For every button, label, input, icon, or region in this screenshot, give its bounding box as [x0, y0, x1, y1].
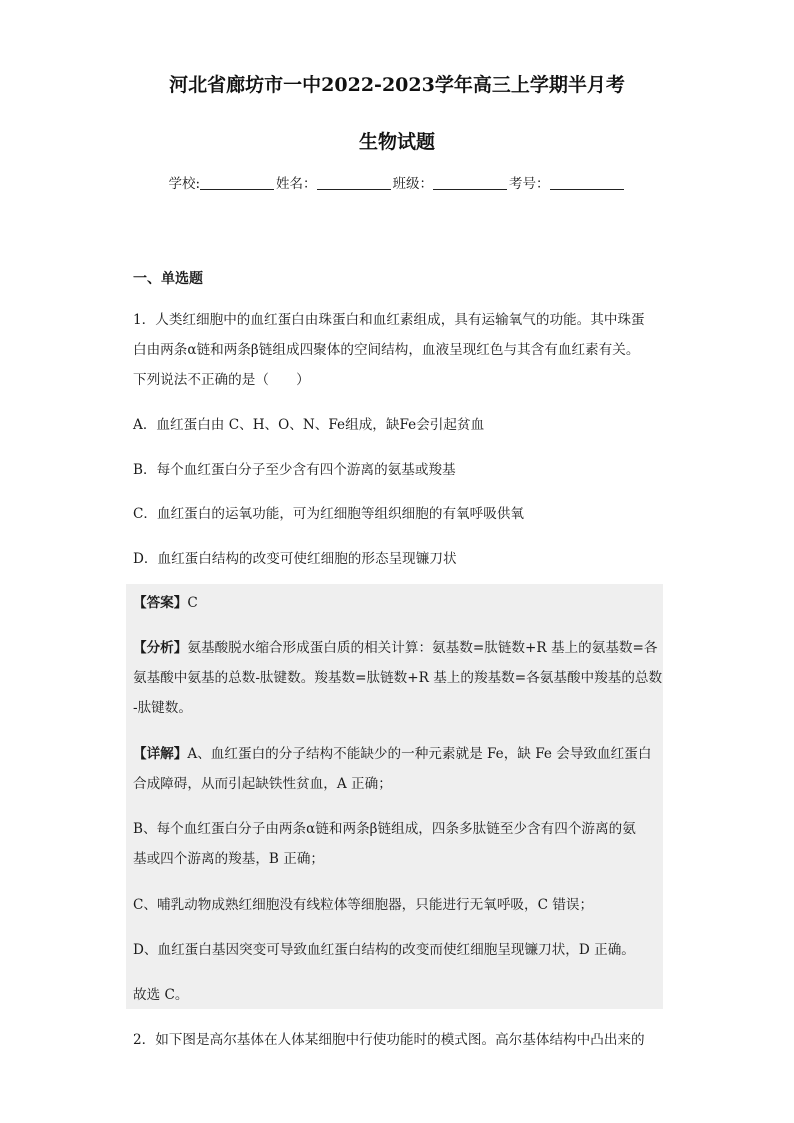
analysis-line: 氨基酸中氨基的总数-肽键数。羧基数=肽链数+R 基上的羧基数=各氨基酸中羧基的总数	[133, 670, 663, 686]
question-stem-line: 下列说法不正确的是（ ）	[133, 372, 310, 388]
option-d: D．血红蛋白结构的改变可使红细胞的形态呈现镰刀状	[133, 551, 457, 567]
page-title: 河北省廊坊市一中2022-2023学年高三上学期半月考	[169, 74, 625, 96]
detail-line	[133, 742, 651, 762]
analysis-line	[133, 636, 658, 656]
option-b: B．每个血红蛋白分子至少含有四个游离的氨基或羧基	[133, 462, 456, 478]
analysis-line: -肽键数。	[133, 700, 192, 716]
analysis-tag: 【分析】	[133, 640, 188, 656]
question-stem-line: 白由两条α链和两条β链组成四聚体的空间结构，血液呈现红色与其含有血红素有关。	[133, 342, 640, 358]
analysis-text: 氨基酸脱水缩合形成蛋白质的相关计算：氨基数=肽链数+R 基上的氨基数=各	[187, 640, 658, 656]
name-label: 姓名：	[276, 176, 317, 192]
question-stem-line: 2．如下图是高尔基体在人体某细胞中行使功能时的模式图。高尔基体结构中凸出来的	[133, 1032, 645, 1048]
class-blank[interactable]	[433, 175, 507, 190]
name-blank[interactable]	[317, 175, 391, 190]
option-a: A．血红蛋白由 C、H、O、N、Fe组成，缺Fe会引起贫血	[133, 417, 485, 433]
detail-line: D、血红蛋白基因突变可导致血红蛋白结构的改变而使红细胞呈现镰刀状，D 正确。	[133, 942, 635, 958]
page-subtitle: 生物试题	[358, 131, 435, 153]
exam-number-blank[interactable]	[550, 175, 624, 190]
answer-tag: 【答案】	[133, 595, 188, 611]
school-label: 学校:	[168, 176, 201, 192]
option-c: C．血红蛋白的运氧功能，可为红细胞等组织细胞的有氧呼吸供氧	[133, 506, 525, 522]
class-label: 班级：	[392, 176, 434, 192]
question-stem-line: 1．人类红细胞中的血红蛋白由珠蛋白和血红素组成，具有运输氧气的功能。其中珠蛋	[133, 312, 645, 328]
detail-tag: 【详解】	[133, 746, 188, 762]
answer-value: C	[187, 595, 198, 611]
detail-line: C、哺乳动物成熟红细胞没有线粒体等细胞器，只能进行无氧呼吸，C 错误；	[133, 897, 594, 913]
section-title: 一、单选题	[133, 271, 203, 287]
school-blank[interactable]	[200, 175, 274, 190]
detail-line: 基或四个游离的羧基，B 正确；	[133, 851, 325, 867]
exam-number-label: 考号：	[509, 176, 550, 192]
detail-line: 合成障碍，从而引起缺铁性贫血，A 正确；	[133, 776, 392, 792]
conclusion-line: 故选 C。	[133, 987, 189, 1003]
detail-text: A、血红蛋白的分子结构不能缺少的一种元素就是 Fe，缺 Fe 会导致血红蛋白	[187, 746, 652, 762]
detail-line: B、每个血红蛋白分子由两条α链和两条β链组成，四条多肽链至少含有四个游离的氨	[133, 821, 636, 837]
student-info-row	[0, 172, 794, 192]
answer-line	[133, 591, 198, 611]
